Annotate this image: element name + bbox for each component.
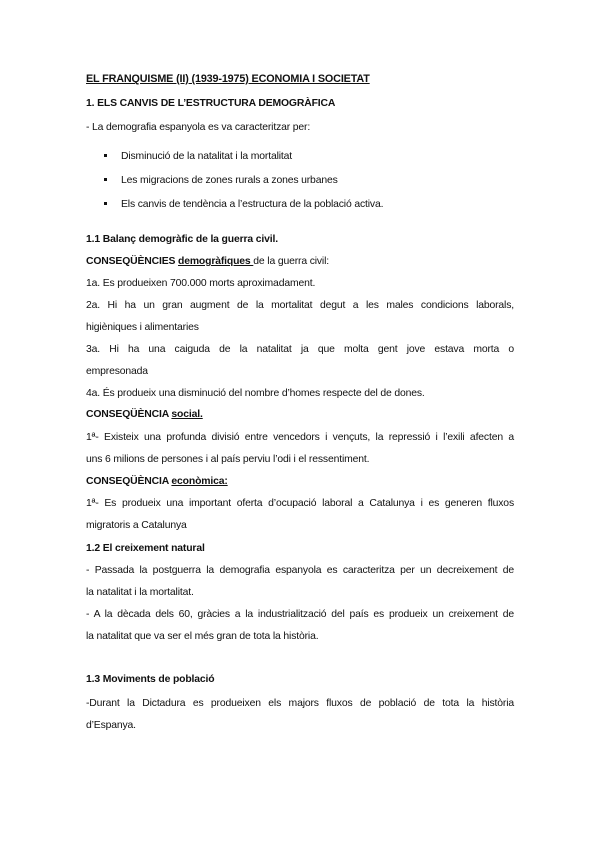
economic-consequence-line-2: migratoris a Catalunya xyxy=(86,520,187,531)
demographic-item-3-line-1: 3a. Hi ha una caiguda de la natalitat ja que molta gent jove estava morta o xyxy=(86,344,514,355)
section-1-heading: 1. ELS CANVIS DE L’ESTRUCTURA DEMOGRÀFICA xyxy=(86,98,336,109)
section-1-2-heading: 1.2 El creixement natural xyxy=(86,543,205,554)
demographic-consequences-label: CONSEQÜÈNCIES demogràfiques de la guerra civil: xyxy=(86,256,329,267)
social-consequence-line-2: uns 6 milions de persones i al país perviu l’odi i el ressentiment. xyxy=(86,454,370,465)
demographic-item-2-line-1: 2a. Hi ha un gran augment de la mortalitat degut a les males condicions laborals, xyxy=(86,300,514,311)
demographic-item-3-line-2: empresonada xyxy=(86,366,148,377)
bullet-icon xyxy=(104,178,107,181)
bullet-item xyxy=(104,198,383,211)
social-consequence-line-1: 1ª- Existeix una profunda divisió entre vencedors i vençuts, la repressió i l’exili afecten a xyxy=(86,432,514,443)
bullet-text: Disminució de la natalitat i la mortalitat xyxy=(121,151,292,162)
document-title: EL FRANQUISME (II) (1939-1975) ECONOMIA I SOCIETAT xyxy=(86,73,370,85)
section-1-3-para-1-line-2: d’Espanya. xyxy=(86,720,136,731)
section-1-1-heading: 1.1 Balanç demogràfic de la guerra civil. xyxy=(86,234,278,245)
bullet-icon xyxy=(104,202,107,205)
demographic-item-1: 1a. Es produeixen 700.000 morts aproximadament. xyxy=(86,278,316,289)
section-1-2-para-2-line-2: la natalitat que va ser el més gran de tota la història. xyxy=(86,631,319,642)
bullet-item xyxy=(104,150,292,163)
section-1-3-para-1-line-1: -Durant la Dictadura es produeixen els majors fluxos de població de tota la història xyxy=(86,698,514,709)
bullet-item xyxy=(104,174,338,187)
bullet-text: Les migracions de zones rurals a zones urbanes xyxy=(121,175,338,186)
section-1-2-para-2-line-1: - A la dècada dels 60, gràcies a la industrialització del país es produeix un creixement de xyxy=(86,609,514,620)
bullet-icon xyxy=(104,154,107,157)
economic-consequence-label: CONSEQÜÈNCIA econòmica: xyxy=(86,476,228,487)
bullet-text: Els canvis de tendència a l’estructura de la població activa. xyxy=(121,199,384,210)
section-1-intro: - La demografia espanyola es va caracteritzar per: xyxy=(86,122,311,133)
section-1-2-para-1-line-1: - Passada la postguerra la demografia espanyola es caracteritza per un decreixement de xyxy=(86,565,514,576)
economic-consequence-line-1: 1ª- Es produeix una important oferta d’ocupació laboral a Catalunya i es generen fluxos xyxy=(86,498,514,509)
demographic-item-4: 4a. És produeix una disminució del nombre d’homes respecte del de dones. xyxy=(86,388,425,399)
social-consequence-label: CONSEQÜÈNCIA social. xyxy=(86,409,203,420)
section-1-3-heading: 1.3 Moviments de població xyxy=(86,674,215,685)
demographic-item-2-line-2: higièniques i alimentaries xyxy=(86,322,199,333)
section-1-2-para-1-line-2: la natalitat i la mortalitat. xyxy=(86,587,194,598)
